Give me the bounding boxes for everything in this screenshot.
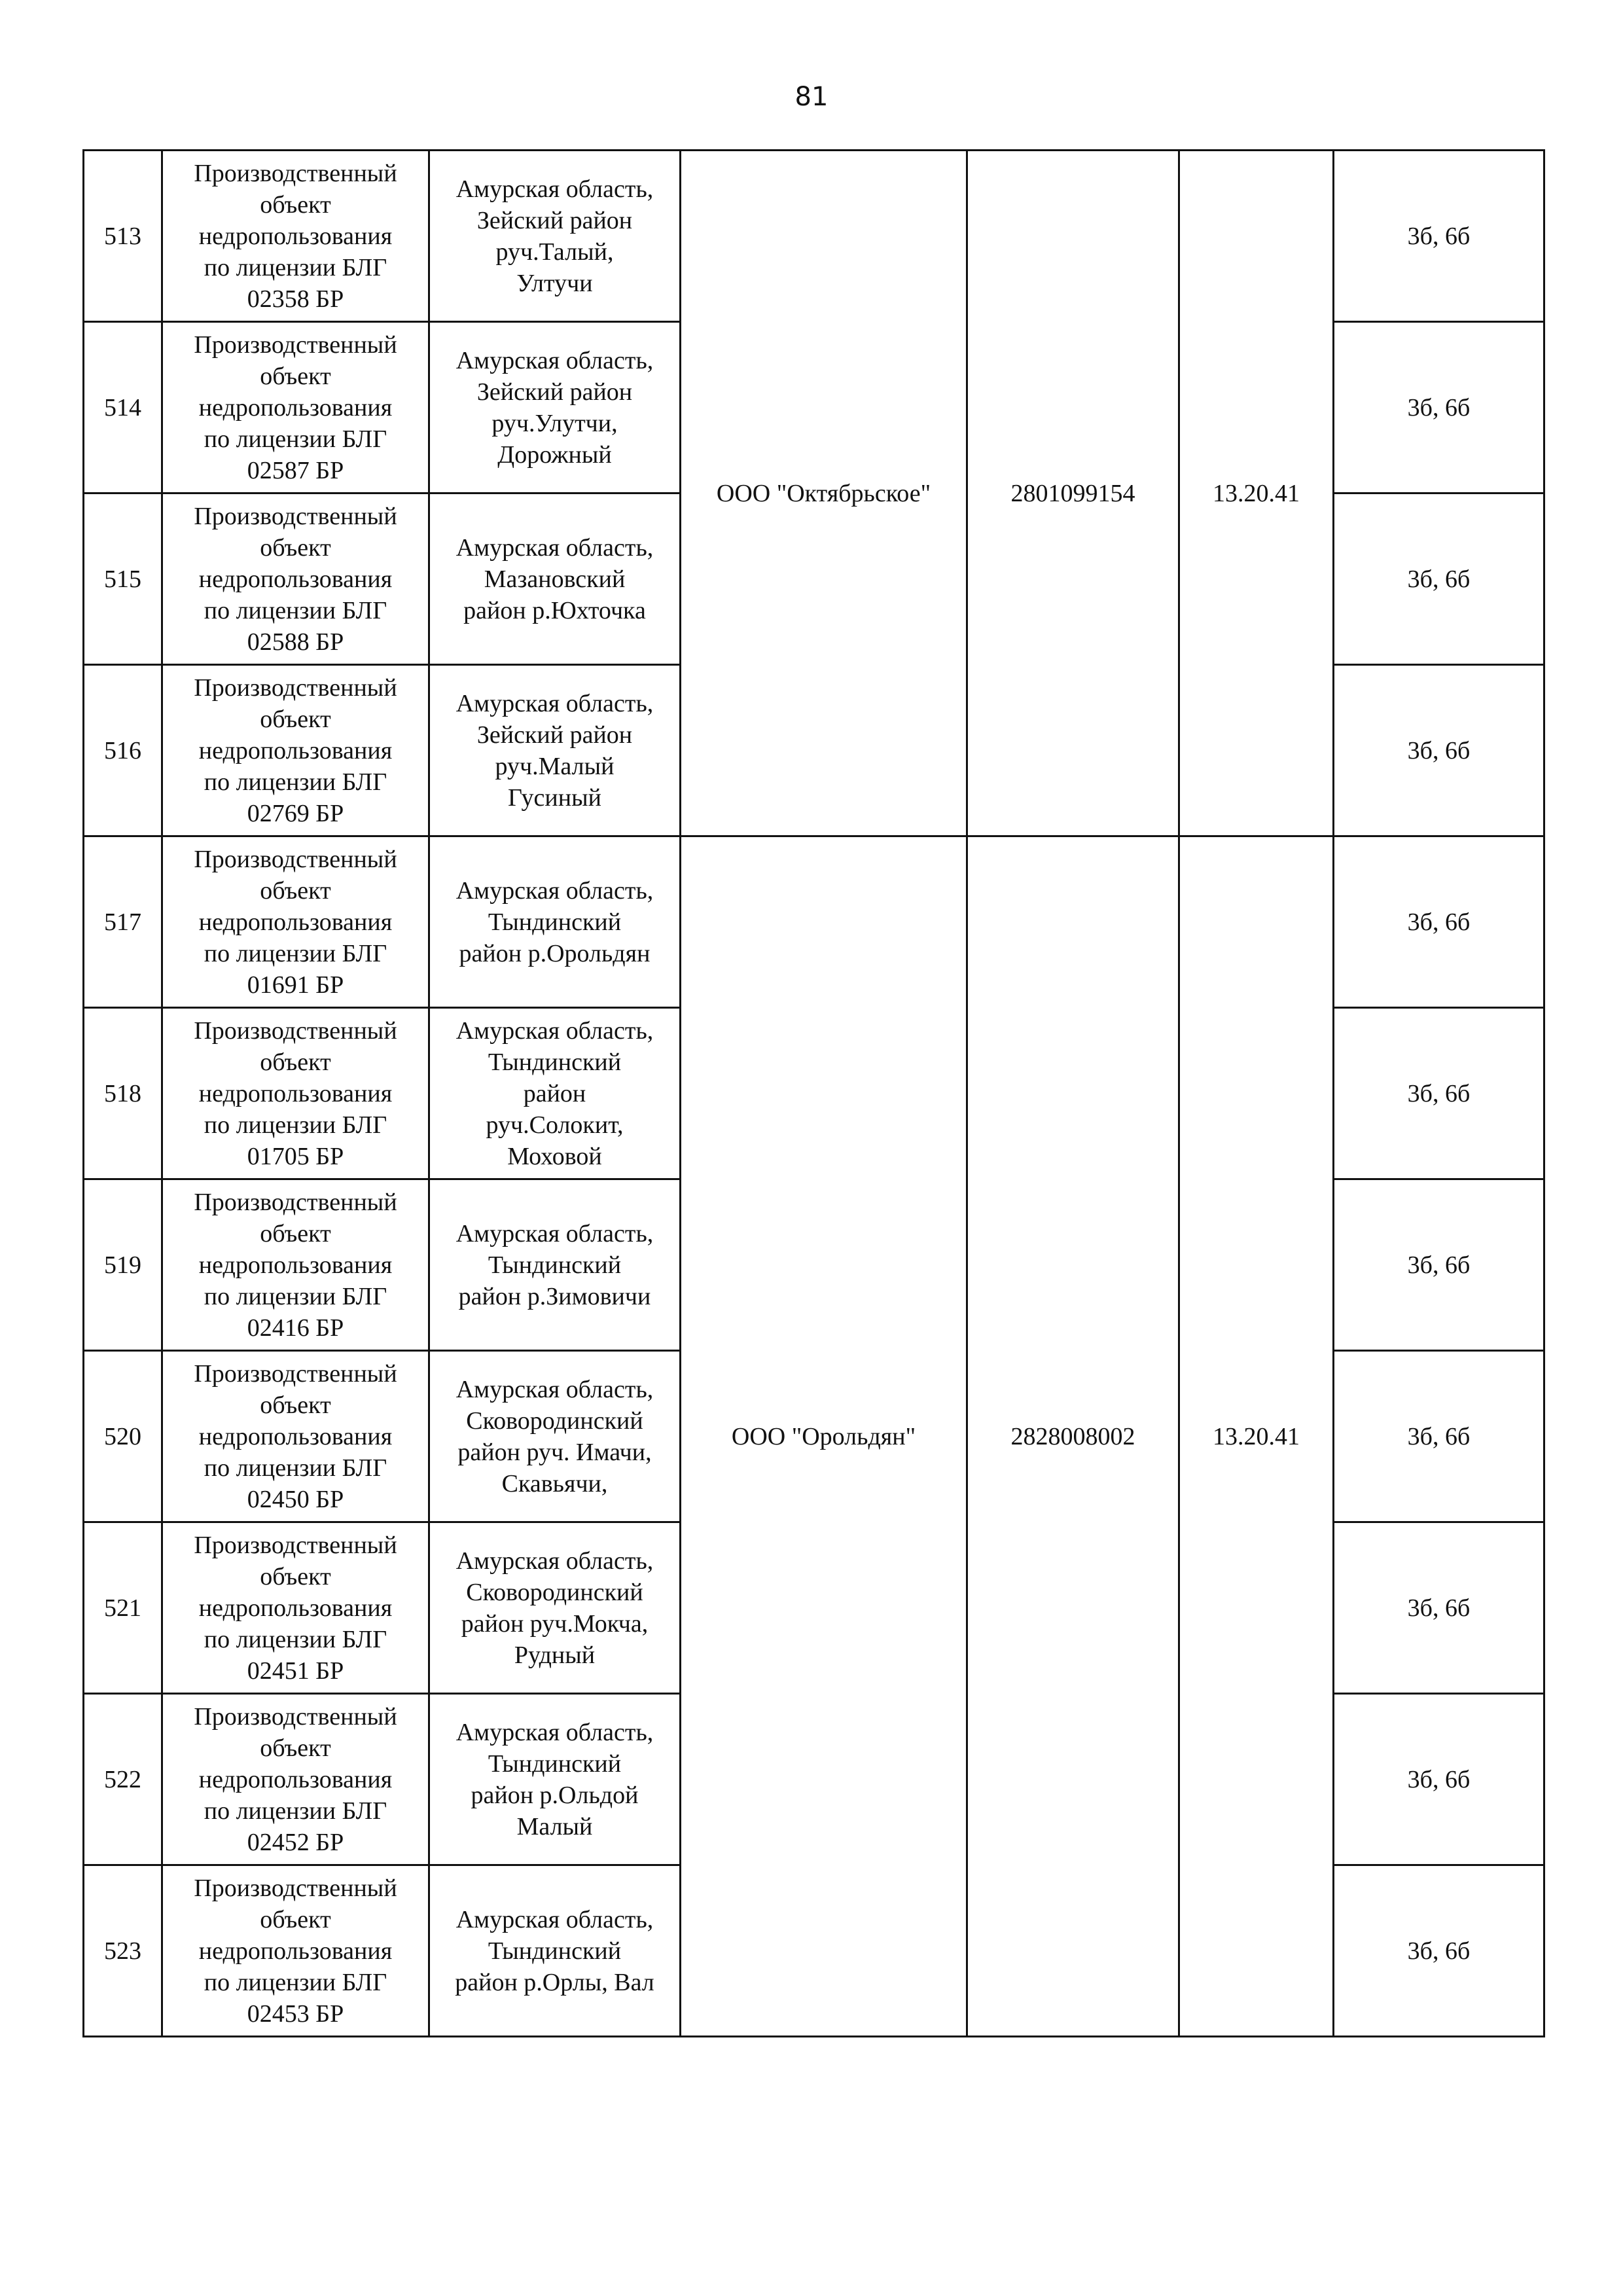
organization-cell: ООО "Орольдян" — [681, 836, 967, 2037]
address-cell: Амурская область, Тындинский район р.Ольдой Малый — [429, 1694, 681, 1865]
row-number-cell: 516 — [84, 665, 162, 836]
row-number-cell: 522 — [84, 1694, 162, 1865]
object-cell: Производственный объект недропользования по лицензии БЛГ 02358 БР — [162, 151, 429, 322]
page-number: 81 — [794, 82, 829, 112]
row-number-cell: 515 — [84, 493, 162, 665]
category-cell: 3б, 6б — [1334, 1351, 1544, 1522]
row-number-cell: 514 — [84, 322, 162, 493]
address-cell: Амурская область, Зейский район руч.Малый Гусиный — [429, 665, 681, 836]
address-cell: Амурская область, Тындинский район р.Орлы, Вал — [429, 1865, 681, 2037]
address-cell: Амурская область, Мазановский район р.Юхточка — [429, 493, 681, 665]
object-cell: Производственный объект недропользования по лицензии БЛГ 02452 БР — [162, 1694, 429, 1865]
row-number-cell: 521 — [84, 1522, 162, 1694]
address-cell: Амурская область, Сковородинский район руч. Имачи, Скавьячи, — [429, 1351, 681, 1522]
address-cell: Амурская область, Зейский район руч.Улутчи, Дорожный — [429, 322, 681, 493]
object-cell: Производственный объект недропользования по лицензии БЛГ 02769 БР — [162, 665, 429, 836]
category-cell: 3б, 6б — [1334, 1522, 1544, 1694]
address-cell: Амурская область, Тындинский район руч.Солокит, Моховой — [429, 1008, 681, 1179]
row-number-cell: 518 — [84, 1008, 162, 1179]
object-cell: Производственный объект недропользования по лицензии БЛГ 02453 БР — [162, 1865, 429, 2037]
category-cell: 3б, 6б — [1334, 151, 1544, 322]
category-cell: 3б, 6б — [1334, 1865, 1544, 2037]
table-row — [84, 151, 1544, 322]
category-cell: 3б, 6б — [1334, 1008, 1544, 1179]
okved-cell: 13.20.41 — [1179, 151, 1334, 836]
category-cell: 3б, 6б — [1334, 493, 1544, 665]
object-cell: Производственный объект недропользования по лицензии БЛГ 02450 БР — [162, 1351, 429, 1522]
object-cell: Производственный объект недропользования по лицензии БЛГ 02587 БР — [162, 322, 429, 493]
address-cell: Амурская область, Зейский район руч.Талый, Ултучи — [429, 151, 681, 322]
row-number-cell: 523 — [84, 1865, 162, 2037]
inn-cell: 2801099154 — [967, 151, 1179, 836]
okved-cell: 13.20.41 — [1179, 836, 1334, 2037]
object-cell: Производственный объект недропользования по лицензии БЛГ 01705 БР — [162, 1008, 429, 1179]
object-cell: Производственный объект недропользования по лицензии БЛГ 02451 БР — [162, 1522, 429, 1694]
object-cell: Производственный объект недропользования по лицензии БЛГ 02588 БР — [162, 493, 429, 665]
row-number-cell: 513 — [84, 151, 162, 322]
address-cell: Амурская область, Тындинский район р.Зимовичи — [429, 1179, 681, 1351]
row-number-cell: 517 — [84, 836, 162, 1008]
category-cell: 3б, 6б — [1334, 322, 1544, 493]
row-number-cell: 519 — [84, 1179, 162, 1351]
organization-cell: ООО "Октябрьское" — [681, 151, 967, 836]
row-number-cell: 520 — [84, 1351, 162, 1522]
object-cell: Производственный объект недропользования по лицензии БЛГ 01691 БР — [162, 836, 429, 1008]
category-cell: 3б, 6б — [1334, 1694, 1544, 1865]
address-cell: Амурская область, Тындинский район р.Орольдян — [429, 836, 681, 1008]
inn-cell: 2828008002 — [967, 836, 1179, 2037]
category-cell: 3б, 6б — [1334, 665, 1544, 836]
table-row — [84, 836, 1544, 1008]
category-cell: 3б, 6б — [1334, 1179, 1544, 1351]
object-cell: Производственный объект недропользования по лицензии БЛГ 02416 БР — [162, 1179, 429, 1351]
address-cell: Амурская область, Сковородинский район руч.Мокча, Рудный — [429, 1522, 681, 1694]
category-cell: 3б, 6б — [1334, 836, 1544, 1008]
registry-table — [82, 149, 1545, 2037]
